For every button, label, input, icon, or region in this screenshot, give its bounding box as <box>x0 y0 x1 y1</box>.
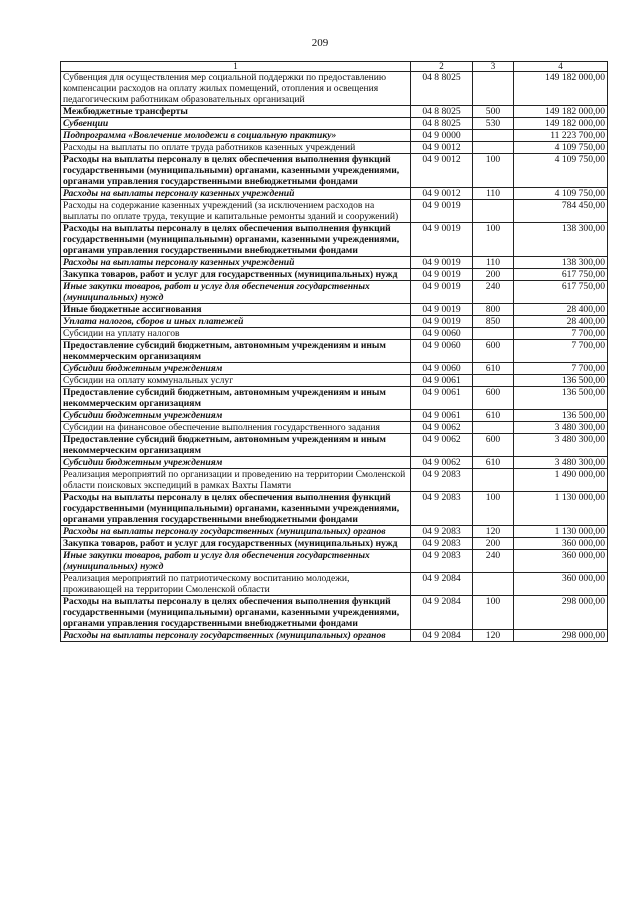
row-amount-cell: 28 400,00 <box>514 304 608 316</box>
row-name-cell: Закупка товаров, работ и услуг для государственных (муниципальных) нужд <box>61 538 411 550</box>
table-row <box>61 154 608 188</box>
row-kind-cell: 200 <box>473 269 514 281</box>
row-name-cell: Расходы на выплаты персоналу казенных учреждений <box>61 257 411 269</box>
row-name-cell: Расходы на выплаты персоналу государственных (муниципальных) органов <box>61 630 411 642</box>
row-name-cell: Расходы на выплаты персоналу в целях обеспечения выполнения функций государственными (муниципальными) органами, казенными учреждениями, органами управления государственными внебюджетными фондами <box>61 492 411 526</box>
table-row <box>61 106 608 118</box>
row-name-cell: Иные закупки товаров, работ и услуг для обеспечения государственных (муниципальных) нужд <box>61 550 411 573</box>
row-name-cell: Иные закупки товаров, работ и услуг для обеспечения государственных (муниципальных) нужд <box>61 281 411 304</box>
row-amount-cell: 136 500,00 <box>514 387 608 410</box>
row-kind-cell <box>473 328 514 340</box>
row-kind-cell: 500 <box>473 106 514 118</box>
table-row <box>61 596 608 630</box>
table-row <box>61 72 608 106</box>
row-name-cell: Межбюджетные трансферты <box>61 106 411 118</box>
row-name-cell: Предоставление субсидий бюджетным, автономным учреждениям и иным некоммерческим организациям <box>61 340 411 363</box>
row-name-cell: Предоставление субсидий бюджетным, автономным учреждениям и иным некоммерческим организациям <box>61 434 411 457</box>
row-amount-cell: 3 480 300,00 <box>514 434 608 457</box>
row-name-cell: Расходы на выплаты персоналу в целях обеспечения выполнения функций государственными (муниципальными) органами, казенными учреждениями, органами управления государственными внебюджетными фондами <box>61 223 411 257</box>
row-code-cell: 04 9 0012 <box>411 188 473 200</box>
row-code-cell: 04 9 0061 <box>411 375 473 387</box>
row-name-cell: Расходы на выплаты по оплате труда работников казенных учреждений <box>61 142 411 154</box>
row-name-cell: Расходы на содержание казенных учреждений (за исключением расходов на выплаты по оплате труда, текущие и капитальные ремонты зданий и сооружений) <box>61 200 411 223</box>
row-kind-cell <box>473 469 514 492</box>
table-row <box>61 550 608 573</box>
row-code-cell: 04 9 2084 <box>411 573 473 596</box>
row-name-cell: Расходы на выплаты персоналу государственных (муниципальных) органов <box>61 526 411 538</box>
row-code-cell: 04 9 0019 <box>411 316 473 328</box>
row-amount-cell: 7 700,00 <box>514 363 608 375</box>
row-kind-cell: 610 <box>473 410 514 422</box>
table-row <box>61 526 608 538</box>
row-amount-cell: 360 000,00 <box>514 573 608 596</box>
column-header-code: 2 <box>411 62 473 72</box>
row-kind-cell: 100 <box>473 596 514 630</box>
table-row <box>61 469 608 492</box>
table-row <box>61 328 608 340</box>
row-code-cell: 04 9 2083 <box>411 469 473 492</box>
row-kind-cell <box>473 200 514 223</box>
table-row <box>61 434 608 457</box>
row-name-cell: Субвенция для осуществления мер социальной поддержки по предоставлению компенсации расходов на оплату жилых помещений, отопления и освещения педагогическим работникам образовательных организаций <box>61 72 411 106</box>
row-name-cell: Субсидии на финансовое обеспечение выполнения государственного задания <box>61 422 411 434</box>
table-row <box>61 387 608 410</box>
row-code-cell: 04 9 2084 <box>411 596 473 630</box>
row-name-cell: Реализация мероприятий по организации и проведению на территории Смоленской области поисковых экспедиций в рамках Вахты Памяти <box>61 469 411 492</box>
row-amount-cell: 7 700,00 <box>514 340 608 363</box>
row-code-cell: 04 9 0012 <box>411 142 473 154</box>
table-row <box>61 410 608 422</box>
row-code-cell: 04 9 2083 <box>411 492 473 526</box>
row-name-cell: Расходы на выплаты персоналу казенных учреждений <box>61 188 411 200</box>
row-kind-cell <box>473 130 514 142</box>
row-name-cell: Субсидии бюджетным учреждениям <box>61 363 411 375</box>
row-kind-cell: 120 <box>473 526 514 538</box>
row-amount-cell: 149 182 000,00 <box>514 118 608 130</box>
row-kind-cell: 120 <box>473 630 514 642</box>
table-row <box>61 375 608 387</box>
row-amount-cell: 136 500,00 <box>514 410 608 422</box>
row-kind-cell: 100 <box>473 223 514 257</box>
row-amount-cell: 4 109 750,00 <box>514 142 608 154</box>
row-code-cell: 04 9 0062 <box>411 434 473 457</box>
table-row <box>61 573 608 596</box>
row-code-cell: 04 8 8025 <box>411 72 473 106</box>
table-row <box>61 422 608 434</box>
table-row <box>61 281 608 304</box>
row-code-cell: 04 9 0000 <box>411 130 473 142</box>
row-amount-cell: 4 109 750,00 <box>514 154 608 188</box>
row-amount-cell: 298 000,00 <box>514 630 608 642</box>
row-kind-cell <box>473 573 514 596</box>
row-amount-cell: 617 750,00 <box>514 281 608 304</box>
row-amount-cell: 138 300,00 <box>514 257 608 269</box>
row-amount-cell: 1 490 000,00 <box>514 469 608 492</box>
table-row <box>61 630 608 642</box>
row-kind-cell: 850 <box>473 316 514 328</box>
budget-table <box>60 61 608 642</box>
row-name-cell: Реализация мероприятий по патриотическому воспитанию молодежи, проживающей на территории Смоленской области <box>61 573 411 596</box>
row-name-cell: Уплата налогов, сборов и иных платежей <box>61 316 411 328</box>
table-row <box>61 304 608 316</box>
column-header-kind: 3 <box>473 62 514 72</box>
row-name-cell: Субсидии на оплату коммунальных услуг <box>61 375 411 387</box>
row-code-cell: 04 9 0062 <box>411 457 473 469</box>
table-row <box>61 257 608 269</box>
row-kind-cell: 110 <box>473 188 514 200</box>
row-amount-cell: 617 750,00 <box>514 269 608 281</box>
row-kind-cell: 600 <box>473 434 514 457</box>
row-name-cell: Расходы на выплаты персоналу в целях обеспечения выполнения функций государственными (муниципальными) органами, казенными учреждениями, органами управления государственными внебюджетными фондами <box>61 596 411 630</box>
row-kind-cell <box>473 142 514 154</box>
row-name-cell: Субсидии бюджетным учреждениям <box>61 457 411 469</box>
row-amount-cell: 11 223 700,00 <box>514 130 608 142</box>
row-kind-cell <box>473 422 514 434</box>
row-amount-cell: 7 700,00 <box>514 328 608 340</box>
table-row <box>61 269 608 281</box>
row-code-cell: 04 9 0061 <box>411 387 473 410</box>
row-code-cell: 04 9 0019 <box>411 269 473 281</box>
row-amount-cell: 3 480 300,00 <box>514 457 608 469</box>
row-amount-cell: 138 300,00 <box>514 223 608 257</box>
row-code-cell: 04 9 2083 <box>411 526 473 538</box>
table-row <box>61 538 608 550</box>
row-kind-cell: 530 <box>473 118 514 130</box>
row-amount-cell: 4 109 750,00 <box>514 188 608 200</box>
table-row <box>61 492 608 526</box>
row-amount-cell: 1 130 000,00 <box>514 526 608 538</box>
row-kind-cell: 100 <box>473 492 514 526</box>
row-code-cell: 04 9 0012 <box>411 154 473 188</box>
row-kind-cell: 600 <box>473 340 514 363</box>
row-name-cell: Расходы на выплаты персоналу в целях обеспечения выполнения функций государственными (муниципальными) органами, казенными учреждениями, органами управления государственными внебюджетными фондами <box>61 154 411 188</box>
row-amount-cell: 3 480 300,00 <box>514 422 608 434</box>
table-row <box>61 363 608 375</box>
row-code-cell: 04 9 0060 <box>411 328 473 340</box>
row-kind-cell: 600 <box>473 387 514 410</box>
row-kind-cell: 100 <box>473 154 514 188</box>
row-code-cell: 04 8 8025 <box>411 106 473 118</box>
row-code-cell: 04 9 0060 <box>411 363 473 375</box>
row-amount-cell: 1 130 000,00 <box>514 492 608 526</box>
row-amount-cell: 360 000,00 <box>514 538 608 550</box>
column-header-name: 1 <box>61 62 411 72</box>
row-kind-cell: 800 <box>473 304 514 316</box>
table-row <box>61 340 608 363</box>
row-amount-cell: 149 182 000,00 <box>514 106 608 118</box>
row-kind-cell: 240 <box>473 550 514 573</box>
row-code-cell: 04 9 2083 <box>411 538 473 550</box>
row-amount-cell: 28 400,00 <box>514 316 608 328</box>
row-code-cell: 04 9 0060 <box>411 340 473 363</box>
row-kind-cell: 200 <box>473 538 514 550</box>
row-name-cell: Субсидии на уплату налогов <box>61 328 411 340</box>
row-code-cell: 04 9 0061 <box>411 410 473 422</box>
table-row <box>61 118 608 130</box>
row-code-cell: 04 9 0019 <box>411 223 473 257</box>
row-kind-cell: 610 <box>473 457 514 469</box>
row-code-cell: 04 9 2083 <box>411 550 473 573</box>
row-name-cell: Подпрограмма «Вовлечение молодежи в социальную практику» <box>61 130 411 142</box>
row-code-cell: 04 8 8025 <box>411 118 473 130</box>
row-code-cell: 04 9 0019 <box>411 304 473 316</box>
row-name-cell: Предоставление субсидий бюджетным, автономным учреждениям и иным некоммерческим организациям <box>61 387 411 410</box>
row-code-cell: 04 9 0019 <box>411 200 473 223</box>
table-row <box>61 457 608 469</box>
table-row <box>61 142 608 154</box>
row-kind-cell: 240 <box>473 281 514 304</box>
row-amount-cell: 784 450,00 <box>514 200 608 223</box>
row-amount-cell: 298 000,00 <box>514 596 608 630</box>
row-kind-cell <box>473 375 514 387</box>
row-amount-cell: 149 182 000,00 <box>514 72 608 106</box>
row-code-cell: 04 9 0062 <box>411 422 473 434</box>
page-number: 209 <box>311 37 329 49</box>
table-row <box>61 200 608 223</box>
row-code-cell: 04 9 0019 <box>411 257 473 269</box>
row-kind-cell: 110 <box>473 257 514 269</box>
table-header-row <box>61 62 608 72</box>
row-name-cell: Закупка товаров, работ и услуг для государственных (муниципальных) нужд <box>61 269 411 281</box>
row-kind-cell <box>473 72 514 106</box>
column-header-amount: 4 <box>514 62 608 72</box>
table-row <box>61 130 608 142</box>
row-kind-cell: 610 <box>473 363 514 375</box>
table-row <box>61 188 608 200</box>
row-name-cell: Иные бюджетные ассигнования <box>61 304 411 316</box>
row-amount-cell: 360 000,00 <box>514 550 608 573</box>
table-row <box>61 223 608 257</box>
row-name-cell: Субсидии бюджетным учреждениям <box>61 410 411 422</box>
row-code-cell: 04 9 2084 <box>411 630 473 642</box>
row-name-cell: Субвенции <box>61 118 411 130</box>
row-code-cell: 04 9 0019 <box>411 281 473 304</box>
table-row <box>61 316 608 328</box>
row-amount-cell: 136 500,00 <box>514 375 608 387</box>
